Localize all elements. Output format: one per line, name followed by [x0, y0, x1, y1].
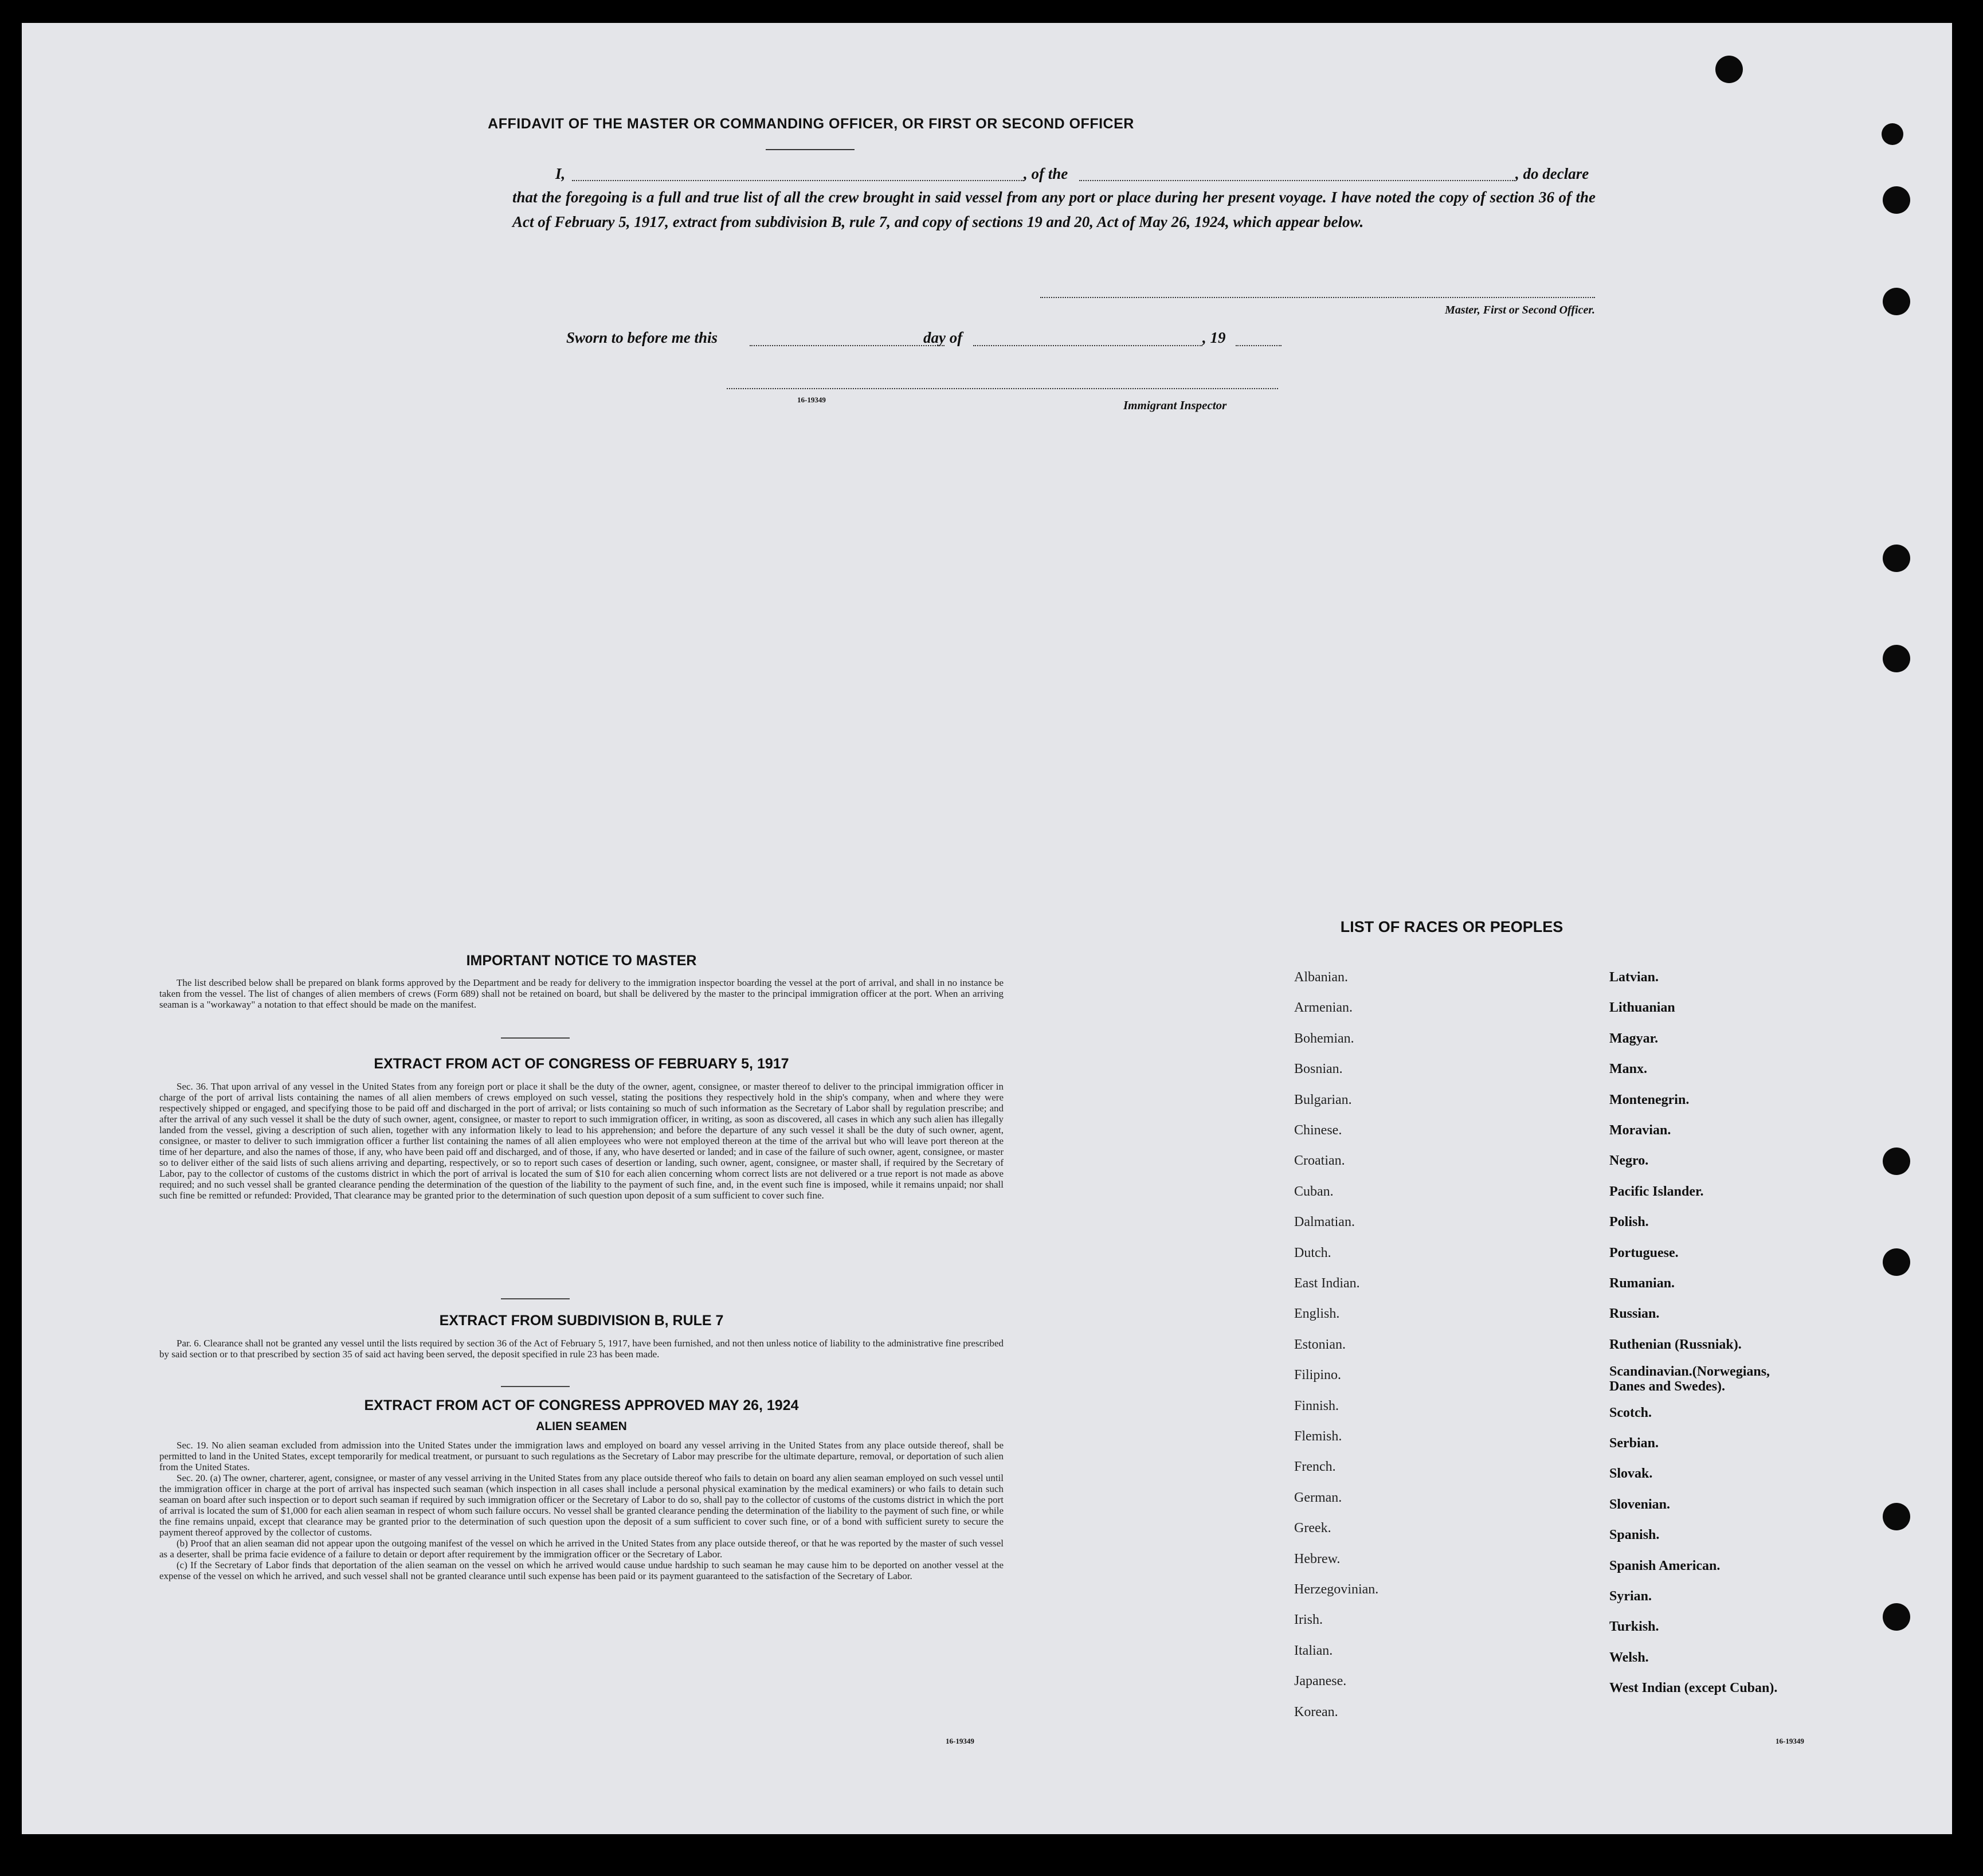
punch-hole [1883, 1248, 1910, 1276]
race-item: Lithuanian [1609, 1000, 1675, 1015]
section-20a: Sec. 20. (a) The owner, charterer, agent, consignee, or master of any vessel arriving in the United States from any place outside thereof who fails to detain on board any alien seaman employed on such vessel until the immigration officer in charge at the port of arrival has inspected such seaman (which inspection in all cases shall include a personal physical examination by the medical examiners) or who fails to detain such seaman on board after such inspection or to deport such seaman if required by such immigration officer or the Secretary of Labor to do so, shall pay to the collector of customs of the customs district in which the port of arrival is located the sum of $1,000 for each alien seaman in respect of whom such failure occurs. No vessel shall be granted clearance pending the determination of the liability to the payment of such fine, or while the fine remains unpaid, except that clearance may be granted prior to the determination of such question upon the deposit of a sum sufficient to cover such fine, or of a bond with sufficient surety to secure the payment thereof approved by the collector of customs. [159, 1472, 1004, 1538]
race-item: West Indian (except Cuban). [1609, 1681, 1778, 1695]
sworn-prefix: Sworn to before me this [566, 329, 718, 346]
race-item: English. [1294, 1306, 1340, 1321]
extract-1924-text [159, 1440, 1004, 1581]
section-36: Sec. 36. That upon arrival of any vessel in the United States from any foreign port or place it shall be the duty of the owner, agent, consignee, or master thereof to deliver to the principal immigration officer in charge of the port of arrival lists containing the names of all alien members of crews employed on such vessel, stating the positions they respectively hold in the ship's company, when and where they were respectively shipped or engaged, and specifying those to be paid off and discharged in the port of arrival; or lists containing so much of such information as the Secretary of Labor shall by regulation prescribe; and after the arrival of any such vessel it shall be the duty of such owner, agent, consignee, or master to report to such immigration officer, in writing, as soon as discovered, all cases in which any such alien has illegally landed from the vessel, giving a description of such alien, together with any information likely to lead to his apprehension; and before the departure of any such vessel it shall be the duty of such owner, agent, consignee, or master to deliver to such immigration officer a further list containing the names of all alien employees who were not employed thereon at the time of the arrival but who will leave port thereon at the time of her departure, and also the names of those, if any, who have been paid off and discharged, and of those, if any, who have deserted or landed; and in case of the failure of such owner, agent, consignee, or master so to deliver either of the said lists of such aliens arriving and departing, respectively, or so to report such cases of desertion or landing, such owner, agent, consignee, or master shall, if required by the Secretary of Labor, pay to the collector of customs of the customs district in which the port of arrival is located the sum of $10 for each alien concerning whom correct lists are not delivered or a true report is not made as above required; and no such vessel shall be granted clearance pending the determination of the question of the liability to the payment of such fine, and, in the event such fine is imposed, while it remains unpaid; nor shall such fine be remitted or refunded: Provided, That clearance may be granted prior to the determination of such question upon deposit of a sum sufficient to cover such fine. [159, 1081, 1004, 1201]
race-item: Bohemian. [1294, 1031, 1354, 1046]
document-page [22, 23, 1952, 1834]
left-form-number: 16-19349 [946, 1737, 974, 1745]
section-20c: (c) If the Secretary of Labor finds that deportation of the alien seaman on the vessel on which he arrived would cause undue hardship to such seaman he may cause him to be deported on another vessel at the expense of the vessel on which he arrived, and such vessel shall not be granted clearance until such expense has been paid or its payment guaranteed to the satisfaction of the Secretary of Labor. [159, 1560, 1004, 1581]
race-item: Chinese. [1294, 1123, 1342, 1138]
race-item: Syrian. [1609, 1589, 1652, 1604]
race-item: Magyar. [1609, 1031, 1659, 1046]
punch-hole [1883, 645, 1910, 672]
declaration-of: , of the [1024, 165, 1068, 182]
race-item: Estonian. [1294, 1337, 1346, 1352]
race-item: Spanish American. [1609, 1558, 1721, 1573]
race-item: Scandinavian.(Norwegians, [1609, 1364, 1770, 1379]
race-item: Ruthenian (Russniak). [1609, 1337, 1742, 1352]
separator [501, 1298, 570, 1299]
section-19: Sec. 19. No alien seaman excluded from admission into the United States under the immigration laws and employed on board any vessel arriving in the United States from any place outside thereof, shall be permitted to land in the United States, except temporarily for medical treatment, or pursuant to such regulations as the Secretary of Labor may prescribe for the ultimate departure, removal, or deportation of such alien from the United States. [159, 1440, 1004, 1472]
race-item: Russian. [1609, 1306, 1660, 1321]
punch-hole [1883, 186, 1910, 214]
race-item: Scotch. [1609, 1405, 1652, 1420]
extract-1917-title: EXTRACT FROM ACT OF CONGRESS OF FEBRUARY 5, 1917 [374, 1056, 789, 1072]
declaration-body: that the foregoing is a full and true list of all the crew brought in said vessel from any port or place during her present voyage. I have noted the copy of section 36 of the Act of February 5, 1917, extract from subdivision B, rule 7, and copy of sections 19 and 20, Act of May 26, 1924, which appear below. [512, 189, 1596, 230]
paragraph-6: Par. 6. Clearance shall not be granted any vessel until the lists required by section 36 of the Act of February 5, 1917, have been furnished, and not then unless notice of liability to the administrative fine prescribed by said section or to that prescribed by section 35 of said act having been served, the deposit specified in rule 23 has been made. [159, 1338, 1004, 1360]
extract-1924-title: EXTRACT FROM ACT OF CONGRESS APPROVED MAY 26, 1924 [364, 1397, 799, 1413]
race-item: Herzegovinian. [1294, 1582, 1379, 1597]
race-item: Danes and Swedes). [1609, 1379, 1726, 1394]
year-blank [1236, 345, 1281, 346]
punch-hole [1883, 1503, 1910, 1530]
separator [501, 1037, 570, 1039]
race-item: Polish. [1609, 1215, 1649, 1229]
signature-label: Master, First or Second Officer. [1445, 304, 1595, 316]
race-item: German. [1294, 1490, 1342, 1505]
separator [501, 1386, 570, 1387]
signature-line [1040, 297, 1595, 298]
race-item: Latvian. [1609, 970, 1659, 985]
inspector-signature-line [727, 388, 1278, 389]
race-item: Rumanian. [1609, 1276, 1675, 1291]
punch-hole [1715, 56, 1743, 83]
section-20b: (b) Proof that an alien seaman did not appear upon the outgoing manifest of the vessel on which he arrived in the United States from any place outside thereof, or that he was reported by the master of such vessel as a deserter, shall be prima facie evidence of a failure to detain or deport after requirement by the immigration officer or the Secretary of Labor. [159, 1538, 1004, 1560]
race-item: Negro. [1609, 1153, 1649, 1168]
race-item: Greek. [1294, 1521, 1331, 1536]
inspector-label: Immigrant Inspector [1123, 398, 1227, 412]
punch-hole [1883, 288, 1910, 315]
race-item: Cuban. [1294, 1184, 1334, 1199]
race-item: Turkish. [1609, 1619, 1659, 1634]
races-form-number: 16-19349 [1776, 1737, 1804, 1745]
race-item: Slovenian. [1609, 1497, 1671, 1512]
race-item: Japanese. [1294, 1674, 1347, 1689]
sworn-year: , 19 [1202, 329, 1226, 346]
race-item: Moravian. [1609, 1123, 1671, 1138]
race-item: Hebrew. [1294, 1552, 1341, 1566]
sworn-day: day of [923, 329, 963, 346]
name-blank [572, 180, 1024, 181]
race-item: East Indian. [1294, 1276, 1360, 1291]
month-blank [973, 345, 1202, 346]
race-item: French. [1294, 1459, 1336, 1474]
punch-hole [1883, 545, 1910, 572]
declaration-declare: , do declare [1515, 165, 1589, 182]
race-item: Dutch. [1294, 1246, 1331, 1260]
race-item: Croatian. [1294, 1153, 1345, 1168]
race-item: Montenegrin. [1609, 1092, 1690, 1107]
race-item: Serbian. [1609, 1436, 1659, 1451]
races-title: LIST OF RACES OR PEOPLES [1340, 918, 1563, 935]
race-item: Bosnian. [1294, 1062, 1343, 1076]
race-item: Dalmatian. [1294, 1215, 1355, 1229]
notice-text [159, 977, 1004, 1010]
punch-hole [1883, 1603, 1910, 1631]
race-item: Spanish. [1609, 1528, 1660, 1542]
race-item: Italian. [1294, 1643, 1333, 1658]
race-item: Flemish. [1294, 1429, 1342, 1444]
declaration-i: I, [555, 165, 566, 182]
extract-1917-text [159, 1081, 1004, 1201]
race-item: Welsh. [1609, 1650, 1649, 1665]
race-item: Albanian. [1294, 970, 1348, 985]
race-item: Slovak. [1609, 1466, 1653, 1481]
race-item: Manx. [1609, 1062, 1647, 1076]
punch-hole [1882, 123, 1903, 145]
day-blank [750, 345, 945, 346]
punch-hole [1883, 1147, 1910, 1175]
race-item: Pacific Islander. [1609, 1184, 1704, 1199]
notice-paragraph: The list described below shall be prepared on blank forms approved by the Department and be ready for delivery to the immigration inspector boarding the vessel at the port of arrival, and shall in no instance be taken from the vessel. The list of changes of alien members of crews (Form 689) shall not be retained on board, but shall be delivered by the master to the principal immigration officer at the port. When an arriving seaman is a "workaway" a notation to that effect should be made on the manifest. [159, 977, 1004, 1010]
notice-title: IMPORTANT NOTICE TO MASTER [466, 953, 697, 969]
race-item: Irish. [1294, 1612, 1323, 1627]
race-item: Filipino. [1294, 1368, 1342, 1382]
affidavit-form-number: 16-19349 [797, 395, 826, 404]
race-item: Korean. [1294, 1705, 1338, 1720]
rule7-title: EXTRACT FROM SUBDIVISION B, RULE 7 [439, 1313, 724, 1329]
race-item: Bulgarian. [1294, 1092, 1352, 1107]
title-rule [766, 149, 855, 150]
race-item: Armenian. [1294, 1000, 1353, 1015]
race-item: Portuguese. [1609, 1246, 1679, 1260]
alien-seamen-subtitle: ALIEN SEAMEN [536, 1420, 627, 1433]
rule7-text [159, 1338, 1004, 1360]
affidavit-title: AFFIDAVIT OF THE MASTER OR COMMANDING OFFICER, OR FIRST OR SECOND OFFICER [488, 116, 1134, 132]
race-item: Finnish. [1294, 1399, 1339, 1413]
vessel-blank [1079, 180, 1515, 181]
